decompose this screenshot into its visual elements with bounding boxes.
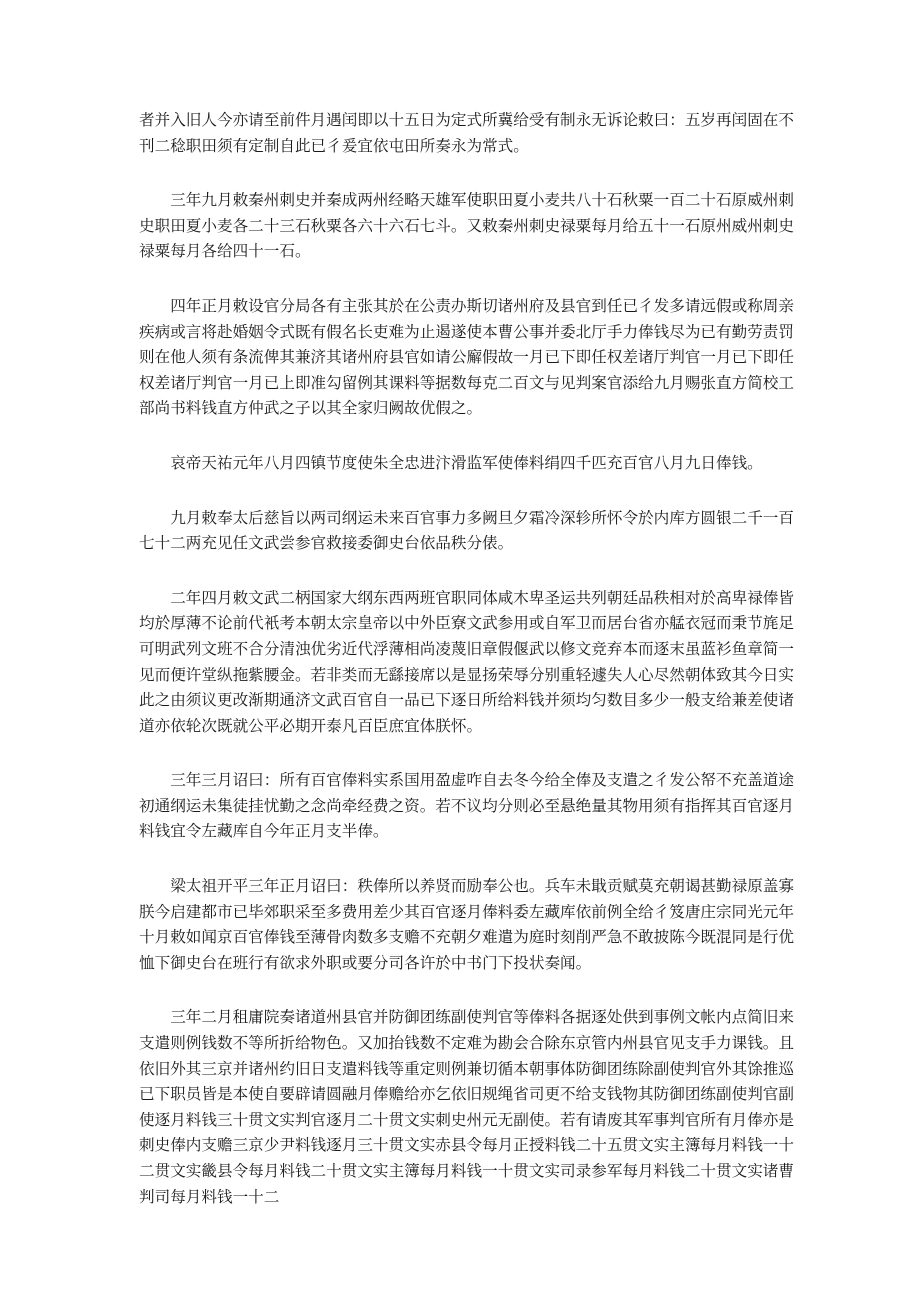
paragraph-5: 九月敕奉太后慈旨以两司纲运未来百官事力多阙旦夕霜冷深轸所怀令於内库方圆银二千一百七十二两充见任文武尝参官救接委御史台依品秩分俵。	[139, 508, 794, 553]
paragraph-3: 四年正月敕设官分局各有主张其於在公责办斯切诸州府及县官到任已彳发多请远假或称周亲疾病或言将赴婚姻令式既有假名长吏难为止遏遂使本曹公事并委北厅手力俸钱尽为已有勤劳责罚则在他人须有条流俾其兼济其诸州府县官如请公廨假故一月已下即任权差诸厅判官一月已下即任权差诸厅判官一月已上即准勾留例其课料等据数每克二百文与见判案官添给九月赐张直方简校工部尚书料钱直方仲武之子以其全家归阙故优假之。	[139, 296, 794, 418]
paragraph-8: 梁太祖开平三年正月诏曰：秩俸所以养贤而励奉公也。兵车未戢贡赋莫充朝谒甚勤禄原盖寡朕今启建都市已毕郊职采至多费用差少其百官逐月俸料委左藏库依前例全给彳笈唐庄宗同光元年十月敕如闻京百官俸钱至薄骨肉数多支赡不充朝夕难遣为庭时刻削严急不敢披陈今既混同是行优恤下御史台在班行有欲求外职或要分司各许於中书门下投状奏闻。	[139, 877, 794, 972]
document-body	[139, 108, 794, 1239]
paragraph-1: 者并入旧人今亦请至前件月遇闰即以十五日为定式所冀给受有制永无诉论敕曰：五岁再闰固在不刊二稔职田须有定制自此已彳爰宜依屯田所奏永为常式。	[139, 111, 794, 155]
paragraph-9: 三年二月租庸院奏诸道州县官并防御团练副使判官等俸料各据逐处供到事例文帐内点简旧来支遣则例钱数不等所折给物色。又加抬钱数不定难为勘会合除东京管内州县官见支手力课钱。且依旧外其三京并诸州约旧日支遣料钱等重定则例兼切循本朝事体防御团练除副使判官外其馀推巡已下职员皆是本使自要辟请圆融月俸赡给亦乞依旧规绳省司更不给支钱物其防御团练副使判官副使逐月料钱三十贯文实判官逐月二十贯文实刺史州元无副使。若有请废其军事判官所有月俸亦是刺史俸内支赡三京少尹料钱逐月三十贯文实赤县令每月正授料钱二十五贯文实主簿每月料钱一十二贯文实畿县令每月料钱二十贯文实主簿每月料钱一十贯文实司录参军每月料钱二十贯文实诸曹判司每月料钱一十二	[139, 1008, 794, 1206]
paragraph-4: 哀帝天祐元年八月四镇节度使朱全忠进汴滑监军使俸料绢四千匹充百官八月九日俸钱。	[170, 453, 763, 472]
paragraph-2: 三年九月敕秦州刺史并秦成两州经略天雄军使职田夏小麦共八十石秋粟一百二十石原威州刺史职田夏小麦各二十三石秋粟各六十六石七斗。又敕秦州刺史禄粟每月给五十一石原州威州刺史禄粟每月各给四十一石。	[139, 191, 794, 261]
paragraph-6: 二年四月敕文武二柄国家大纲东西两班官职同体咸木卑圣运共列朝廷品秩相对於高卑禄俸皆均於厚薄不论前代衹考本朝太宗皇帝以中外臣寮文武参用或自军卫而居台省亦艋衣冠而秉节旄足可明武列文班不合分清浊优劣近代浮薄相尚凌蔑旧章假偃武以修文竞弃本而逐末虽蓝衫鱼章简一见而便许堂纵拖紫腰金。若非类而无繇接席以是显扬荣辱分别重轻遽失人心尽然朝体致其今日实此之由须议更改渐期通济文武百官自一品已下逐日所给料钱并须均匀数目多少一般支给兼差使诸道亦依轮次既就公平必期开泰凡百臣庶宜体朕怀。	[139, 588, 794, 735]
paragraph-7: 三年三月诏曰：所有百官俸料实系国用盈虚咋自去冬今给全俸及支遣之彳发公帑不充盖道途初通纲运未集徒挂忧勤之念尚牵经费之资。若不议均分则必至悬绝量其物用须有指挥其百官逐月料钱宜令左藏库自今年正月支半俸。	[139, 771, 794, 841]
